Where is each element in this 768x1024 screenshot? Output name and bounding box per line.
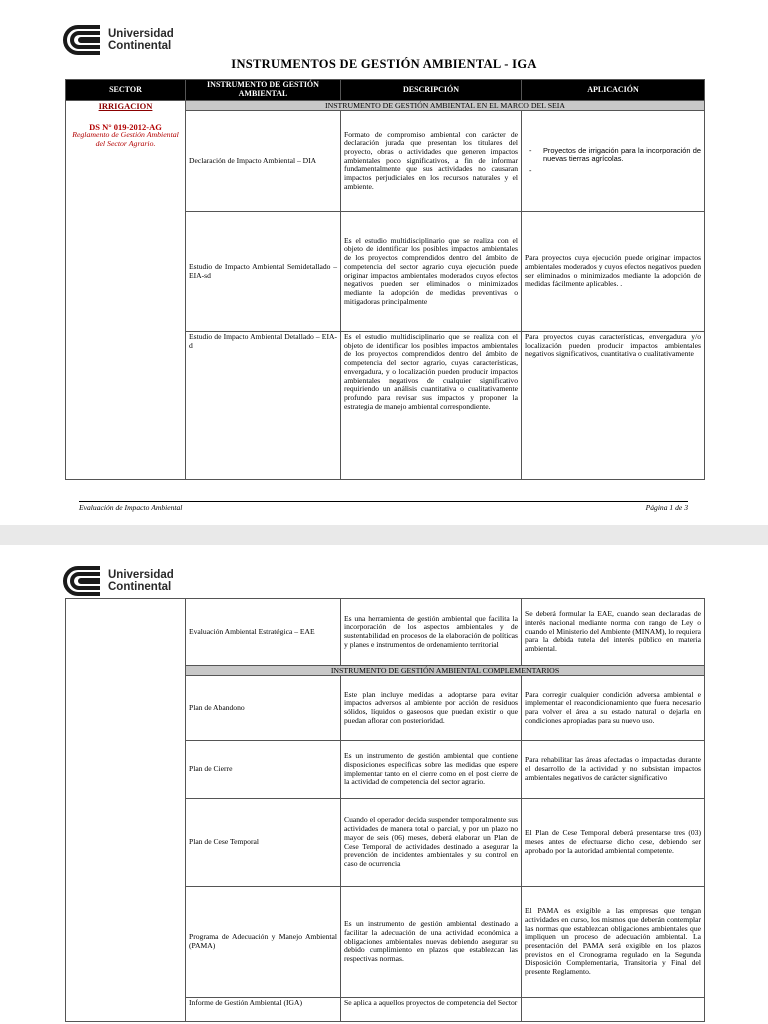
instrument-cell: Plan de Cierre xyxy=(186,741,341,799)
application-list xyxy=(525,147,701,176)
instrument-cell: Programa de Adecuación y Manejo Ambiental (PAMA) xyxy=(186,887,341,998)
section-heading: INSTRUMENTO DE GESTIÓN AMBIENTAL EN EL MARCO DEL SEIA xyxy=(186,101,705,111)
description-cell: Este plan incluye medidas a adoptarse para evitar impactos adversos al ambiente por acción de residuos sólidos, líquidos o gaseosos que puedan existir o que puedan aflorar con posterioridad. xyxy=(341,676,522,741)
instrument-cell: Informe de Gestión Ambiental (IGA) xyxy=(186,998,341,1022)
description-cell: Es un instrumento de gestión ambiental destinado a facilitar la adecuación de una actividad económica a obligaciones ambientales nuevas debiendo asegurar su debido cumplimiento en plazos que establezcan las respectivas normas. xyxy=(341,887,522,998)
instrument-cell: Plan de Cese Temporal xyxy=(186,799,341,887)
application-cell: Para proyectos cuyas características, envergadura y/o localización pueden producir impactos ambientales negativos significativos, cuantitativa o cualitativamente xyxy=(522,332,705,480)
footer-doc-title: Evaluación de Impacto Ambiental xyxy=(79,503,183,512)
header-instrument: INSTRUMENTO DE GESTIÓN AMBIENTAL xyxy=(186,80,341,101)
description-cell: Es el estudio multidisciplinario que se realiza con el objeto de identificar los posibles impactos ambientales de los proyectos comprendidos dentro del ámbito de competencia del sector agrario cuya ejecución puede originar impactos ambientales moderados cuyos efectos negativos pueden ser eliminados o minimizados mediante la adopción de medidas preventivas o mitigadoras principalmente xyxy=(341,212,522,332)
description-cell: Cuando el operador decida suspender temporalmente sus actividades de manera total o parcial, y por un plazo no mayor de seis (06) meses, deberá elaborar un Plan de Cese Temporal de actividades destinado a asegurar la prevención de incidentes ambientales y su control en caso de ocurrencia xyxy=(341,799,522,887)
footer-page-number: Página 1 de 3 xyxy=(645,503,688,512)
header-description: DESCRIPCIÓN xyxy=(341,80,522,101)
application-cell: Para proyectos cuya ejecución puede originar impactos ambientales moderados y cuyos efectos negativos pueden ser eliminados o minimizados mediante la adopción de medidas fácilmente aplicables. . xyxy=(522,212,705,332)
instrument-cell: Evaluación Ambiental Estratégica – EAE xyxy=(186,599,341,666)
instrument-cell: Plan de Abandono xyxy=(186,676,341,741)
sector-cell xyxy=(66,101,186,480)
header-application: APLICACIÓN xyxy=(522,80,705,101)
application-cell: Para rehabilitar las áreas afectadas o impactadas durante el desarrollo de la actividad y no subsistan impactos ambientales negativos de carácter significativo xyxy=(522,741,705,799)
page-gap xyxy=(0,525,768,545)
description-cell: Es el estudio multidisciplinario que se realiza con el objeto de identificar los posibles impactos ambientales de los proyectos comprendidos dentro del ámbito de competencia del sector agrario, cuyas características, envergadura, y o localización pueden producir impactos ambientales negativos de cualquier significativo requiriendo un análisis cuantitativa o cualitativamente profundo para revisar sus impactos y proponer la estrategia de manejo ambiental correspondiente. xyxy=(341,332,522,480)
application-cell: El PAMA es exigible a las empresas que tengan actividades en curso, los mismos que deberán contemplar las normas que establezcan obligaciones ambientales que impliquen un proceso de adecuación ambiental. La presentación del PAMA será exigible en los plazos previstos en el Cronograma regulado en la Segunda Disposición Complementaria, Transitoria y Final del presente Reglamento. xyxy=(522,887,705,998)
description-cell: Es una herramienta de gestión ambiental que facilita la incorporación de los aspectos ambientales y de sustentabilidad en procesos de la elaboración de políticas y planes e instrumentos de ordenamiento territorial xyxy=(341,599,522,666)
page-title: INSTRUMENTOS DE GESTIÓN AMBIENTAL - IGA xyxy=(231,57,537,71)
application-cell: Se deberá formular la EAE, cuando sean declaradas de interés nacional mediante norma con rango de Ley o cuando el Ministerio del Ambiente (MINAM), lo requiera para la debida tutela del interés público en materia ambiental. xyxy=(522,599,705,666)
instrument-cell: Declaración de Impacto Ambiental – DIA xyxy=(186,111,341,212)
decree-number: DS N° 019-2012-AG xyxy=(89,121,162,132)
application-cell: Para corregir cualquier condición adversa ambiental e implementar el reacondicionamiento que fuera necesario para volver el área a su estado natural o dejarla en condiciones apropiadas para su nuevo uso. xyxy=(522,676,705,741)
university-logo xyxy=(62,22,174,58)
application-cell xyxy=(522,111,705,212)
brand-line-2: Continental xyxy=(108,581,172,593)
section-heading: INSTRUMENTO DE GESTIÓN AMBIENTAL COMPLEMENTARIOS xyxy=(186,666,705,676)
application-item: - Proyectos de irrigación para la incorporación de nuevas tierras agrícolas. xyxy=(529,145,701,164)
iga-table-page-1 xyxy=(65,79,705,480)
instrument-cell: Estudio de Impacto Ambiental Semidetallado – EIA-sd xyxy=(186,212,341,332)
regulation-name: Reglamento de Gestión Ambiental del Sector Agrario. xyxy=(72,130,179,149)
application-item: - xyxy=(529,165,532,175)
sector-cell xyxy=(66,599,186,1022)
logo-c-icon xyxy=(62,22,104,58)
instrument-cell: Estudio de Impacto Ambiental Detallado – EIA-d xyxy=(186,332,341,480)
description-cell: Se aplica a aquellos proyectos de competencia del Sector xyxy=(341,998,522,1022)
iga-table-page-2 xyxy=(65,598,705,1022)
application-cell: El Plan de Cese Temporal deberá presentarse tres (03) meses antes de efectuarse dicho cese, debiendo ser aprobado por la autoridad ambiental competente. xyxy=(522,799,705,887)
sector-name: IRRIGACION xyxy=(98,101,153,111)
brand-line-1: Universidad xyxy=(108,568,174,581)
application-cell xyxy=(522,998,705,1022)
header-sector: SECTOR xyxy=(66,80,186,101)
university-logo xyxy=(62,563,174,599)
description-cell: Formato de compromiso ambiental con carácter de declaración jurada que presentan los titulares del proyecto, obras o actividades que generen impactos ambientales poco significativos, a fin de informar fundamentalmente que sus actividades no causaran impactos perjudiciales en los recursos naturales y el ambiente. xyxy=(341,111,522,212)
page-footer xyxy=(79,501,688,512)
brand-line-1: Universidad xyxy=(108,27,174,40)
logo-c-icon xyxy=(62,563,104,599)
brand-line-2: Continental xyxy=(108,40,172,52)
description-cell: Es un instrumento de gestión ambiental que contiene disposiciones específicas sobre las medidas que espere implementar tanto en el cierre como en el post cierre de la actividad de competencia del sector agrario. xyxy=(341,741,522,799)
